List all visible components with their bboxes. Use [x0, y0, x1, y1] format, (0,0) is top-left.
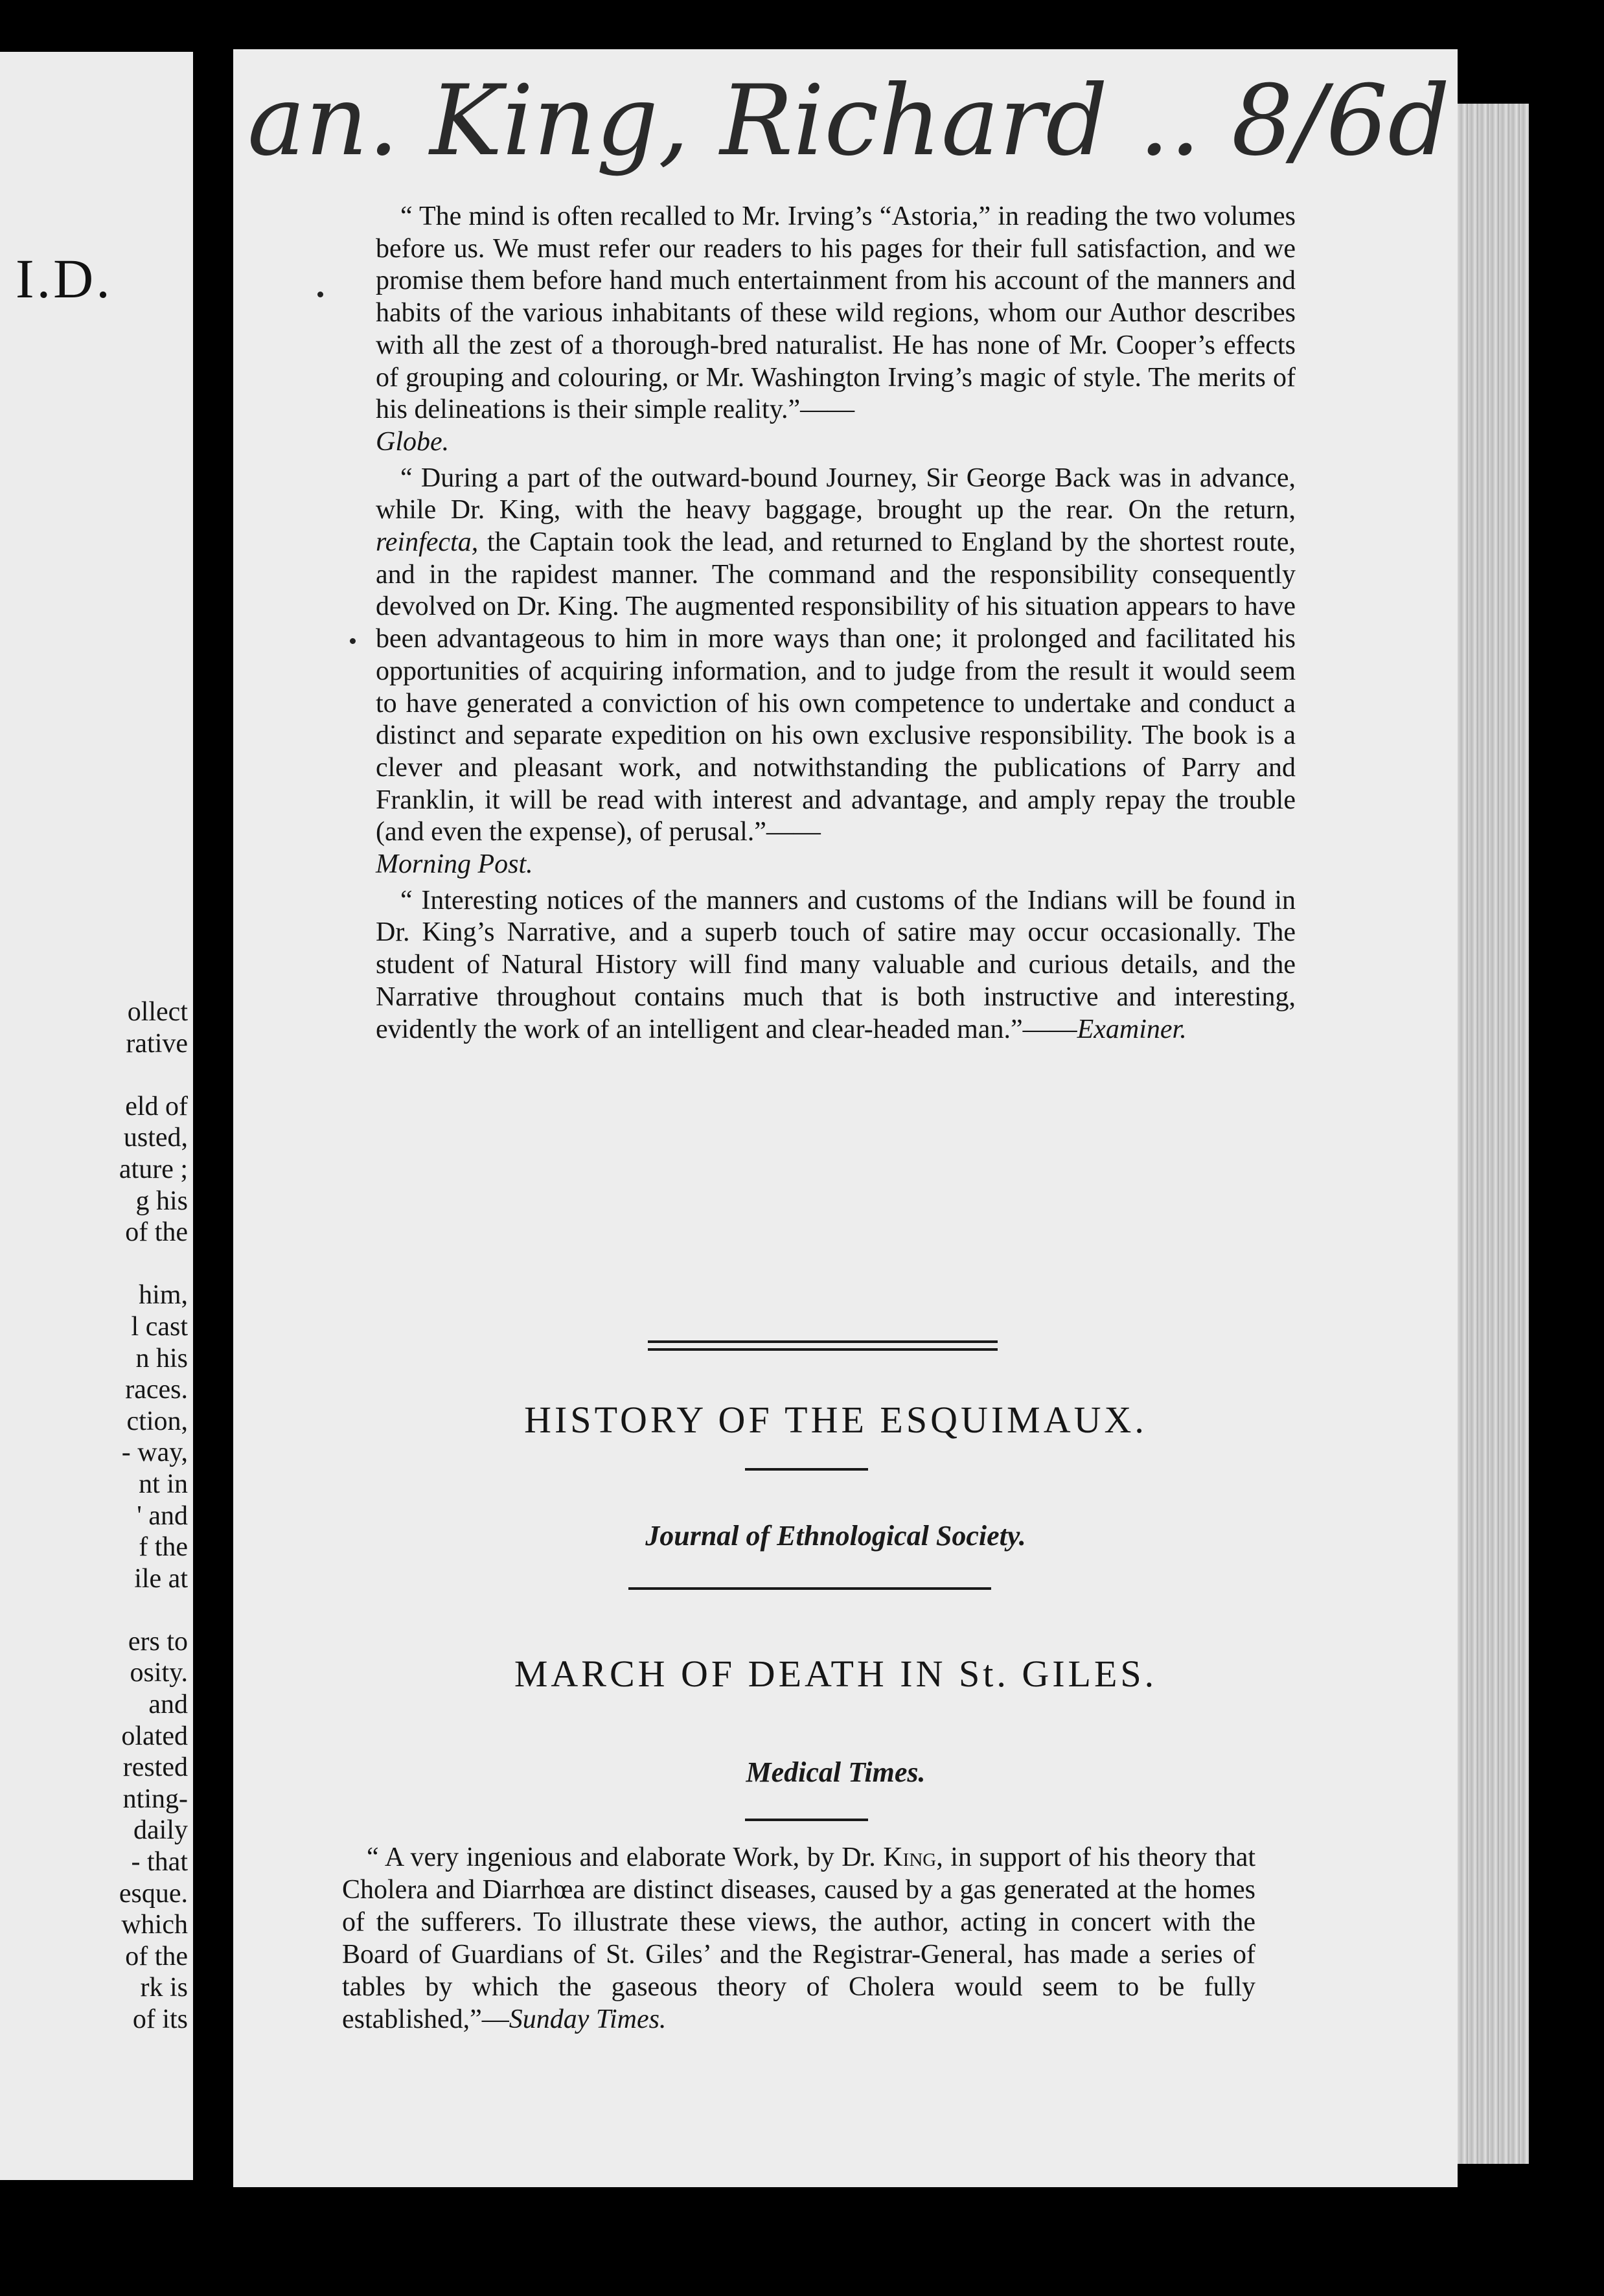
left-page-line: rested [122, 1752, 188, 1783]
page-edges [1458, 104, 1529, 2164]
left-page-line: olated [121, 1721, 188, 1751]
review-source: Examiner. [1077, 1014, 1187, 1044]
left-page-line: rative [126, 1028, 188, 1059]
review-sunday-times [342, 1841, 1255, 2036]
section-subtitle-ethnological: Journal of Ethnological Society. [645, 1520, 1026, 1552]
ink-speck [317, 292, 323, 297]
left-page-line: - that [131, 1847, 188, 1877]
section-title-march-of-death: MARCH OF DEATH IN St. GILES. [514, 1653, 1158, 1695]
left-page-line: and [148, 1690, 188, 1720]
left-page-line [0, 1248, 188, 1280]
left-page-line: which [121, 1910, 188, 1940]
left-page-line: ile at [134, 1563, 188, 1594]
ink-speck [350, 638, 356, 644]
left-page-line [0, 1594, 188, 1626]
left-page-line: of the [125, 1941, 188, 1971]
review-text-continued: in support of his theory that Cholera and Diarrhœa are distinct diseases, caused by a gas generated at the homes of the sufferers. To illustrate these views, the author, acting in concert with the Board of Guardians of St. Giles’ and the Registrar-General, has made a series of tables by which the gaseous theory of Cholera would seem to be fully established,”— [342, 1843, 1256, 2034]
left-page-line: races. [125, 1375, 188, 1405]
review-text: “ Interesting notices of the manners and customs of the Indians will be found in Dr. King’s Narrative, and a superb touch of satire may occur occasionally. The student of Natural History will find many valuable and curious details, and the Narrative throughout contains much that is both instructive and interesting, evidently the work of an intelligent and clear-headed man.”—— [376, 885, 1296, 1044]
svg-text:an. King, Richard .. 8/6d: an. King, Richard .. 8/6d [247, 65, 1450, 178]
left-page-line: rk is [140, 1973, 188, 2003]
left-page-line: ature ; [119, 1154, 188, 1184]
author-name: King, [883, 1843, 943, 1872]
left-page-line [0, 1059, 188, 1091]
left-page-line: f the [139, 1532, 188, 1563]
left-page-line: g his [135, 1186, 188, 1216]
left-page-line: n his [135, 1343, 188, 1373]
review-text: “ During a part of the outward-bound Journey, Sir George Back was in advance, while Dr. King, with the heavy baggage, brought up the rear. On the return, [376, 463, 1296, 525]
left-page-line: ction, [126, 1406, 188, 1436]
left-page-line: ollect [127, 997, 188, 1027]
review-source: Morning Post. [376, 849, 533, 880]
left-facing-page [0, 52, 193, 2180]
left-page-line: eld of [125, 1091, 188, 1121]
double-rule-bottom [648, 1348, 998, 1351]
left-page-line: nting- [122, 1784, 188, 1814]
left-page-line: usted, [123, 1123, 188, 1153]
review-morning-post [376, 463, 1296, 881]
review-globe [376, 201, 1296, 459]
left-page-line: daily [133, 1815, 188, 1846]
left-page-text-fragments [0, 996, 188, 2036]
review-examiner [376, 885, 1296, 1046]
left-page-line: esque. [119, 1878, 188, 1909]
left-page-heading-fragment: I.D. [16, 247, 113, 310]
left-page-line: him, [139, 1280, 188, 1311]
review-text-continued: the Captain took the lead, and returned to England by the shortest route, and in the rapidest manner. The command and the responsibility consequently devolved on Dr. King. The augmented responsibility of his situation appears to have been advantageous to him in more ways than one; it prolonged and facilitated his opportunities of acquiring information, and to judge from the result it would seem to have generated a conviction of his own competence to undertake and conduct a distinct and separate expedition on his own exclusive responsibility. The book is a clever and pleasant work, and notwithstanding the publications of Parry and Franklin, it will be read with interest and advantage, and amply repay the trouble (and even the expense), of perusal.”—— [376, 527, 1296, 847]
left-page-line: nt in [139, 1469, 188, 1499]
left-page-line: of its [132, 2004, 188, 2034]
review-emphasis: reinfecta, [376, 527, 479, 558]
left-page-line: of the [125, 1217, 188, 1248]
section-subtitle-medical-times: Medical Times. [746, 1756, 926, 1788]
left-page-line: - way, [121, 1438, 188, 1468]
medium-rule [628, 1587, 991, 1590]
left-page-line: osity. [130, 1658, 188, 1688]
handwritten-note [241, 51, 1450, 206]
left-page-line: l cast [131, 1311, 188, 1342]
left-page-line: ers to [128, 1626, 188, 1657]
review-source: Sunday Times. [509, 2004, 667, 2034]
section-title-esquimaux: HISTORY OF THE ESQUIMAUX. [524, 1399, 1147, 1441]
review-text: “ A very ingenious and elaborate Work, by Dr. [367, 1843, 876, 1872]
review-text: “ The mind is often recalled to Mr. Irving’s “Astoria,” in reading the two volumes before us. We must refer our readers to his pages for their full satisfaction, and we promise them before hand much entertainment from his account of the manners and habits of the various inhabitants of these wild regions, whom our Author describes with all the zest of a thorough-bred naturalist. He has none of Mr. Cooper’s effects of grouping and colouring, or Mr. Washington Irving’s magic of style. The merits of his delineations is their simple reality.”—— [376, 201, 1296, 425]
short-rule [745, 1819, 868, 1821]
reviews-section [376, 201, 1296, 1050]
review-source: Globe. [376, 426, 450, 457]
short-rule [745, 1468, 868, 1471]
left-page-line: ' and [137, 1500, 188, 1531]
double-rule-top [648, 1340, 998, 1343]
